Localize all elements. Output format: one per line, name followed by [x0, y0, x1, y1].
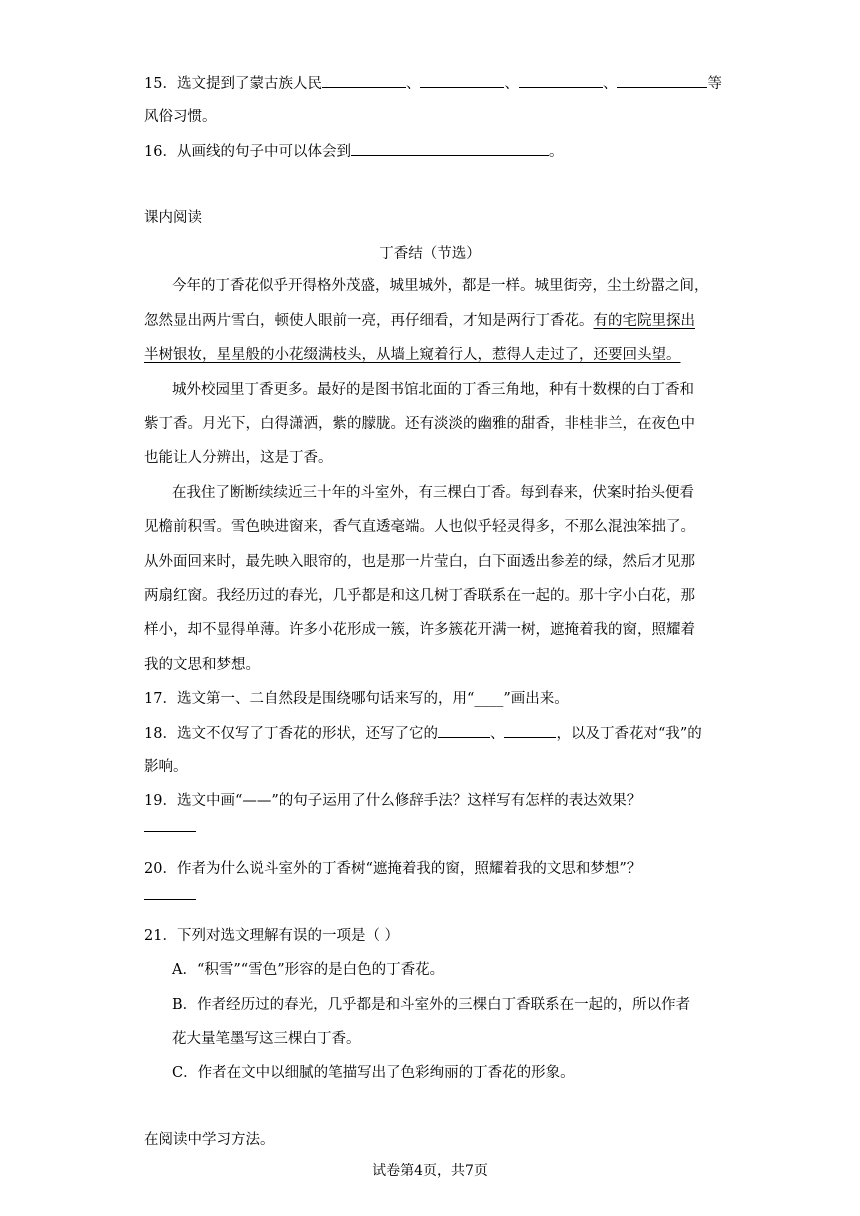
answer-blank[interactable] [351, 141, 549, 156]
section-heading: 课内阅读 [144, 210, 202, 226]
question-15-cont: 风俗习惯。 [144, 109, 217, 125]
question-18-cont: 影响。 [144, 759, 188, 775]
answer-blank[interactable] [438, 723, 490, 738]
question-17: 17．选文第一、二自然段是围绕哪句话来写的，用“____”画出来。 [144, 691, 569, 707]
option-c[interactable]: C．作者在文中以细腻的笔描写出了色彩绚丽的丁香花的形象。 [172, 1065, 575, 1081]
answer-line[interactable] [144, 831, 196, 832]
passage-line: 在我住了断断续续近三十年的斗室外，有三棵白丁香。每到春来，伏案时抬头便看 [172, 485, 694, 501]
page-footer: 试卷第4页，共7页 [372, 1163, 488, 1179]
passage-line: 我的文思和梦想。 [144, 657, 260, 673]
passage-line: 样小，却不显得单薄。许多小花形成一簇，许多簇花开满一树，遮掩着我的窗，照耀着 [144, 622, 695, 638]
answer-line[interactable] [144, 899, 196, 900]
next-section-heading: 在阅读中学习方法。 [144, 1132, 275, 1148]
question-20: 20．作者为什么说斗室外的丁香树“遮掩着我的窗，照耀着我的文思和梦想”？ [144, 861, 642, 877]
answer-blank[interactable] [617, 73, 707, 88]
answer-blank[interactable] [519, 73, 603, 88]
passage-line: 两扇红窗。我经历过的春光，几乎都是和这几树丁香联系在一起的。那十字小白花，那 [144, 588, 695, 604]
question-19: 19．选文中画“——”的句子运用了什么修辞手法？这样写有怎样的表达效果？ [144, 793, 642, 809]
passage-title: 丁香结（节选） [379, 246, 481, 262]
option-b[interactable]: B．作者经历过的春光，几乎都是和斗室外的三棵白丁香联系在一起的，所以作者 [172, 997, 691, 1013]
question-18: 18．选文不仅写了丁香花的形状，还写了它的 、 ，以及丁香花对“我”的 [144, 723, 702, 744]
question-21: 21．下列对选文理解有误的一项是（ ） [144, 928, 400, 944]
passage-line: 也能让人分辨出，这是丁香。 [144, 450, 333, 466]
underlined-sentence: 有的宅院里探出 [593, 313, 695, 329]
passage-line: 从外面回来时，最先映入眼帘的，也是那一片莹白，白下面透出参差的绿，然后才见那 [144, 554, 695, 570]
underlined-sentence: 半树银妆，星星般的小花缀满枝头，从墙上窥着行人，惹得人走过了，还要回头望。 [144, 347, 681, 363]
question-15: 15．选文提到了蒙古族人民 、 、 、 等 [144, 73, 722, 94]
answer-blank[interactable] [504, 723, 556, 738]
passage-line: 城外校园里丁香更多。最好的是图书馆北面的丁香三角地，种有十数棵的白丁香和 [172, 382, 694, 398]
option-b-cont[interactable]: 花大量笔墨写这三棵白丁香。 [172, 1031, 361, 1047]
passage-line: 见檐前积雪。雪色映进窗来，香气直透毫端。人也似乎轻灵得多，不那么混浊笨拙了。 [144, 519, 695, 535]
answer-blank[interactable] [322, 73, 406, 88]
passage-line: 紫丁香。月光下，白得潇洒，紫的朦胧。还有淡淡的幽雅的甜香，非桂非兰，在夜色中 [144, 416, 695, 432]
question-16: 16．从画线的句子中可以体会到 。 [144, 141, 563, 162]
option-a[interactable]: A．“积雪”“雪色”形容的是白色的丁香花。 [172, 962, 445, 978]
passage-line: 忽然显出两片雪白，顿使人眼前一亮，再仔细看，才知是两行丁香花。有的宅院里探出 [144, 313, 695, 329]
passage-line: 今年的丁香花似乎开得格外茂盛，城里城外，都是一样。城里街旁，尘土纷嚣之间， [172, 278, 709, 294]
answer-blank[interactable] [420, 73, 504, 88]
